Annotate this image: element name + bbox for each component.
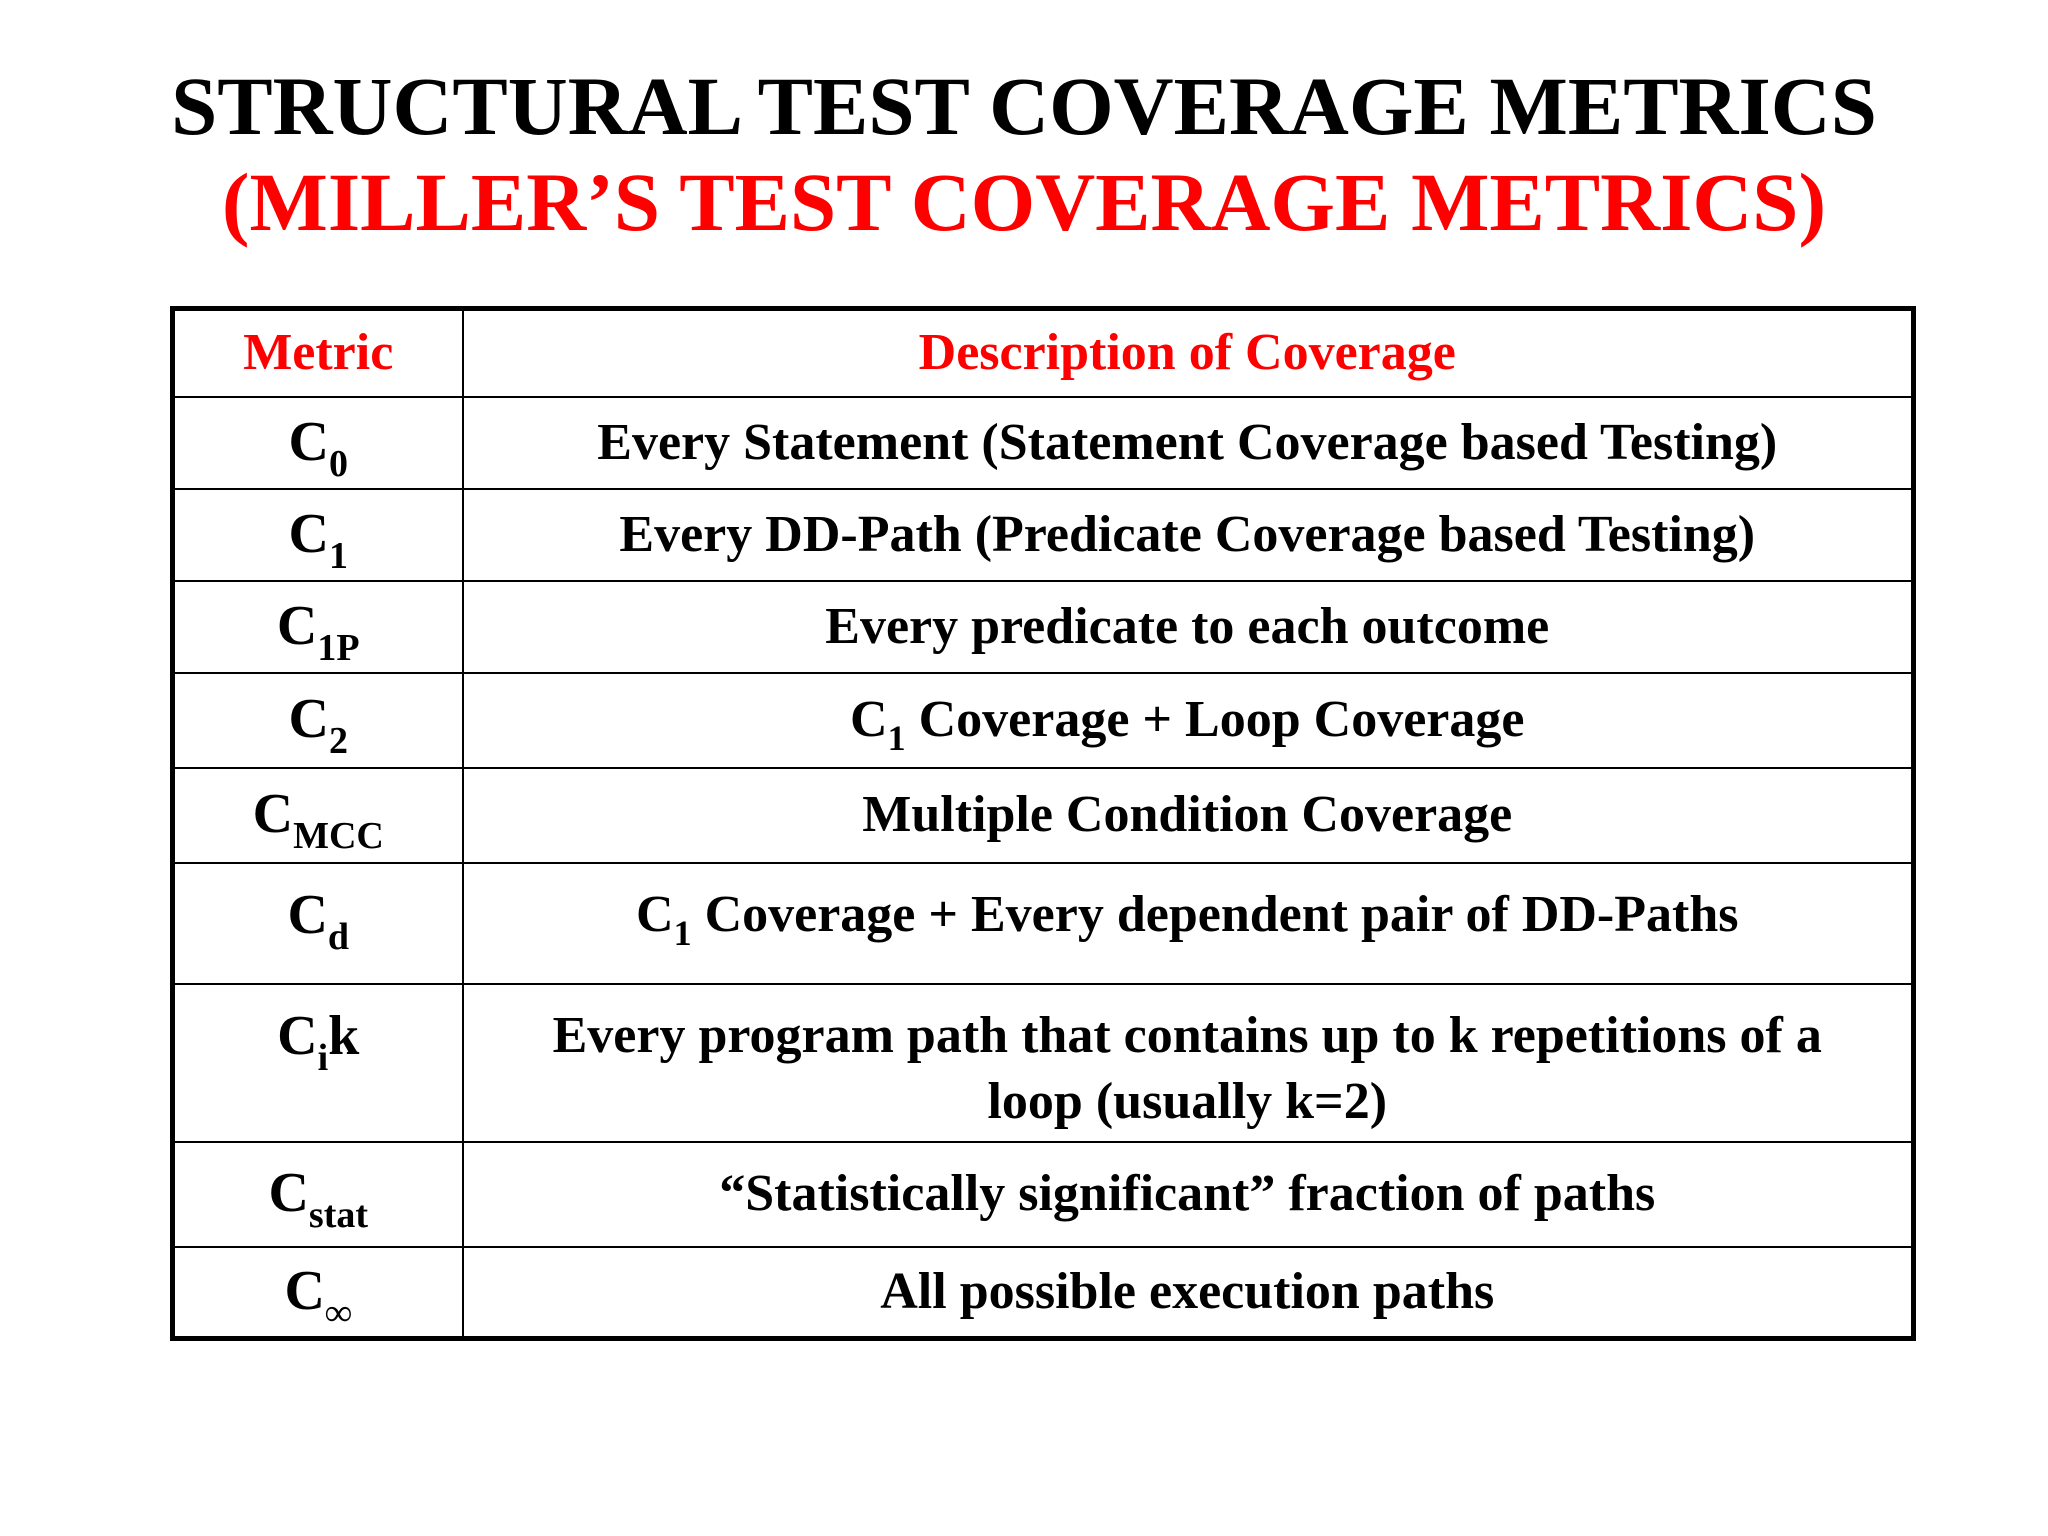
metric-base: C — [288, 502, 329, 565]
coverage-metrics-table — [170, 306, 1916, 1341]
metric-base: C — [268, 1162, 309, 1224]
metric-cell — [173, 673, 463, 768]
table-header-row — [173, 309, 1914, 397]
table-row — [173, 397, 1914, 489]
metric-subscript: i — [317, 1036, 329, 1079]
metric-symbol — [277, 1004, 360, 1079]
metric-cell — [173, 581, 463, 673]
table-row — [173, 984, 1914, 1142]
description-cell: Every Statement (Statement Coverage based Testing) — [463, 397, 1914, 489]
metric-subscript: stat — [308, 1194, 369, 1236]
metric-base: C — [284, 1259, 325, 1322]
metric-symbol — [252, 783, 384, 857]
description-base: C — [636, 885, 674, 943]
table-row — [173, 768, 1914, 863]
metric-symbol — [268, 1162, 369, 1236]
metric-subscript: d — [327, 915, 350, 958]
table-row — [173, 1247, 1914, 1339]
metric-cell — [173, 489, 463, 581]
description-cell — [463, 863, 1914, 984]
metric-rest: k — [328, 1004, 360, 1067]
metric-base: C — [277, 1004, 318, 1067]
metric-subscript: ∞ — [324, 1291, 353, 1334]
metric-cell — [173, 768, 463, 863]
metric-subscript: 1 — [328, 534, 348, 577]
metric-base: C — [287, 883, 328, 946]
metric-symbol — [287, 883, 350, 958]
description-rest: Coverage + Every dependent pair of DD-Paths — [691, 885, 1739, 943]
metric-cell — [173, 1247, 463, 1339]
table-row — [173, 581, 1914, 673]
title-line-subtitle: (MILLER’S TEST COVERAGE METRICS) — [221, 156, 1827, 248]
description-cell: Every predicate to each outcome — [463, 581, 1914, 673]
metric-cell — [173, 397, 463, 489]
description-rest: Coverage + Loop Coverage — [905, 691, 1525, 748]
description-cell — [463, 984, 1914, 1142]
header-metric: Metric — [173, 309, 463, 397]
description-cell — [463, 673, 1914, 768]
metric-subscript: MCC — [293, 815, 384, 857]
table-row — [173, 673, 1914, 768]
table-row — [173, 863, 1914, 984]
description-cell: All possible execution paths — [463, 1247, 1914, 1339]
table-row — [173, 489, 1914, 581]
description-line-2: loop (usually k=2) — [987, 1072, 1388, 1130]
metric-base: C — [288, 410, 329, 473]
description-cell: Every DD-Path (Predicate Coverage based Testing) — [463, 489, 1914, 581]
metric-base: C — [276, 594, 318, 657]
header-description: Description of Coverage — [463, 309, 1914, 397]
slide-title — [0, 58, 2048, 250]
metric-symbol — [288, 688, 348, 762]
description-cell: “Statistically significant” fraction of paths — [463, 1142, 1914, 1247]
metric-subscript: 2 — [328, 720, 348, 762]
description-base: C — [850, 691, 888, 748]
metric-subscript: 0 — [328, 442, 348, 485]
metric-symbol — [284, 1259, 353, 1334]
table-row — [173, 1142, 1914, 1247]
metric-subscript: 1P — [317, 626, 360, 669]
description-cell: Multiple Condition Coverage — [463, 768, 1914, 863]
description-subscript: 1 — [673, 912, 692, 953]
metric-cell — [173, 1142, 463, 1247]
metric-symbol — [276, 594, 360, 669]
title-line-main: STRUCTURAL TEST COVERAGE METRICS — [171, 60, 1877, 152]
description-line-1: Every program path that contains up to k repetitions of a — [552, 1006, 1822, 1064]
metric-symbol — [288, 410, 348, 485]
metric-base: C — [288, 688, 329, 750]
description-subscript: 1 — [887, 718, 906, 758]
metric-cell — [173, 984, 463, 1142]
metric-symbol — [288, 502, 348, 577]
metric-cell — [173, 863, 463, 984]
metric-base: C — [252, 783, 294, 845]
